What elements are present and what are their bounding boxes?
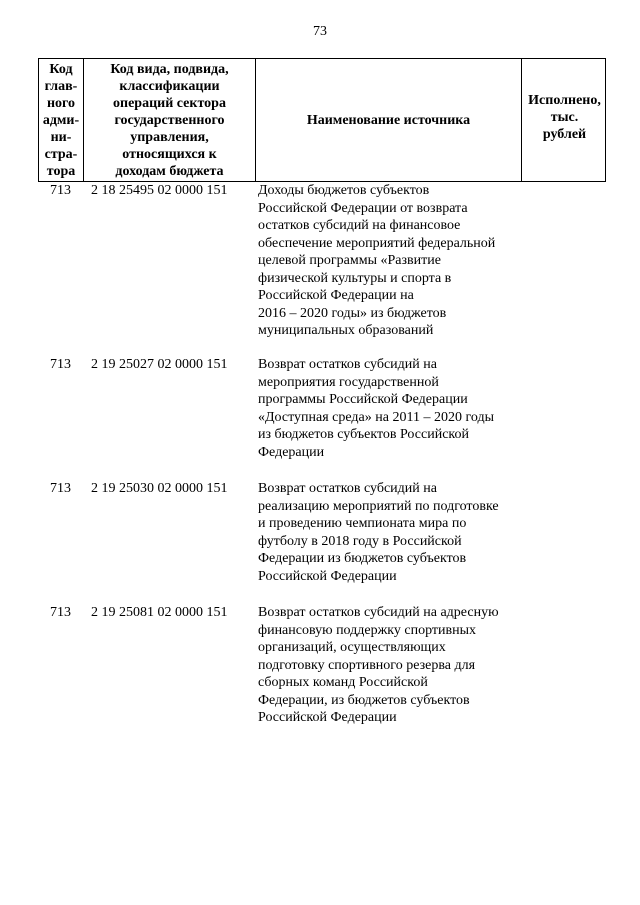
cell-executed-amount xyxy=(521,356,606,480)
cell-executed-amount xyxy=(521,182,606,356)
cell-admin-code: 713 xyxy=(50,357,71,372)
header-classification-code: Код вида, подвида, классификации операций сектора государственного управления, относящихся к доходам бюджета xyxy=(84,59,256,181)
cell-classification-code: 2 18 25495 02 0000 151 xyxy=(91,183,228,198)
cell-classification-code: 2 19 25027 02 0000 151 xyxy=(91,357,228,372)
cell-classification-code: 2 19 25081 02 0000 151 xyxy=(91,605,228,620)
cell-admin-code: 713 xyxy=(50,481,71,496)
table-row xyxy=(38,182,606,356)
cell-source-name: Возврат остатков субсидий на мероприятия государственной программы Российской Федерации «Доступная среда» на 2011 – 2020 годы из бюджетов субъектов Российской Федерации xyxy=(258,357,494,460)
cell-source-name: Возврат остатков субсидий на реализацию мероприятий по подготовке и проведению чемпионата мира по футболу в 2018 году в Российской Федерации из бюджетов субъектов Российской Федерации xyxy=(258,481,499,584)
header-executed-amount: Исполнено, тыс. рублей xyxy=(528,92,601,142)
table-row xyxy=(38,480,606,604)
table-row xyxy=(38,356,606,480)
cell-admin-code: 713 xyxy=(50,605,71,620)
cell-executed-amount xyxy=(521,480,606,604)
cell-executed-amount xyxy=(521,604,606,734)
cell-classification-code: 2 19 25030 02 0000 151 xyxy=(91,481,228,496)
table-header xyxy=(38,58,606,182)
table-body xyxy=(38,182,606,734)
page-number: 73 xyxy=(313,24,327,39)
header-source-name: Наименование источника xyxy=(256,59,522,181)
table-row xyxy=(38,604,606,734)
header-admin-code: Код глав- ного адми- ни- стра- тора xyxy=(39,59,84,181)
cell-source-name: Доходы бюджетов субъектов Российской Федерации от возврата остатков субсидий на финансовое обеспечение мероприятий федеральной целевой программы «Развитие физической культуры и спорта в Российской Федерации на 2016 – 2020 годы» из бюджетов муниципальных образований xyxy=(258,183,496,338)
cell-admin-code: 713 xyxy=(50,183,71,198)
cell-source-name: Возврат остатков субсидий на адресную финансовую поддержку спортивных организаций, осуществляющих подготовку спортивного резерва для сборных команд Российской Федерации, из бюджетов субъектов Российской Федерации xyxy=(258,605,499,725)
